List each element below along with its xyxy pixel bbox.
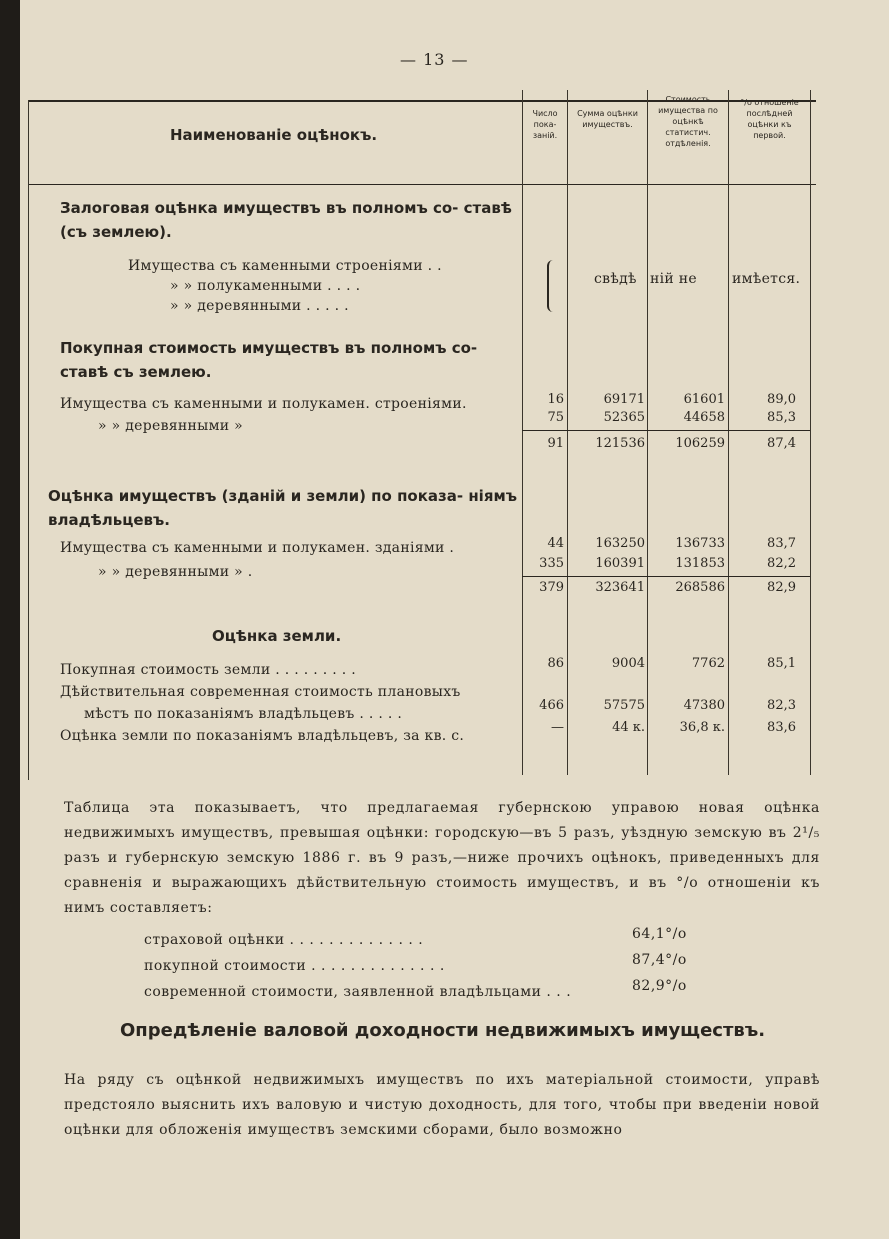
s3-total-rule — [522, 576, 810, 577]
pct-value: 87,4°/о — [632, 952, 687, 968]
header-stat: Стоимость имущества по оцѣнкѣ статистич. отдѣленія. — [658, 95, 718, 148]
s2-cell: 85,3 — [767, 410, 796, 425]
s4-cell: 9004 — [611, 656, 645, 671]
s4-cell: 57575 — [603, 698, 645, 713]
s3-row-2: » » деревянными » . — [98, 564, 253, 580]
pct-label: современной стоимости, заявленной владѣльцами . . . — [144, 984, 572, 1000]
s4-cell: 44 к. — [612, 720, 645, 735]
s2-row-2: » » деревянными » — [98, 418, 244, 434]
s1-note-2: ній не — [650, 271, 698, 287]
s1-note-3: имѣется. — [732, 271, 801, 287]
s4-cell: 47380 — [683, 698, 725, 713]
s3-cell: 160391 — [595, 556, 645, 571]
s2-cell: 89,0 — [767, 392, 796, 407]
s3-cell: 136733 — [675, 536, 725, 551]
col-divider-4 — [728, 90, 729, 775]
table-left-border — [28, 100, 29, 780]
s3-cell: 131853 — [675, 556, 725, 571]
section-2-title: Покупная стоимость имуществъ въ полномъ со- ставѣ съ землею. — [60, 339, 478, 381]
s3-row-1: Имущества съ каменными и полукамен. зданіями . — [60, 540, 455, 556]
s4-row-3: Оцѣнка земли по показаніямъ владѣльцевъ, за кв. с. — [60, 728, 465, 744]
paragraph-2: На ряду съ оцѣнкой недвижимыхъ имуществъ по ихъ матеріальной стоимости, управѣ предстояло выяснить ихъ валовую и чистую доходность, для того, чтобы при введеніи новой оцѣнки для обложенія имуществъ земскими сборами, было возможно — [64, 1072, 820, 1138]
s4-cell: 82,3 — [767, 698, 796, 713]
s1-row-1: Имущества съ каменными строеніями . . — [128, 258, 442, 274]
s1-note-1: свѣдѣ — [594, 271, 637, 287]
s4-row-1: Покупная стоимость земли . . . . . . . . . — [60, 662, 356, 678]
s2-row-1: Имущества съ каменными и полукамен. строеніями. — [60, 396, 467, 412]
s3-total: 82,9 — [767, 580, 796, 595]
s2-cell: 61601 — [683, 392, 725, 407]
s4-row-2b: мѣстъ по показаніямъ владѣльцевъ . . . . . — [84, 706, 403, 722]
paragraph-1: Таблица эта показываетъ, что предлагаемая губернскою управою новая оцѣнка недвижимыхъ имуществъ, превышая оцѣнки: городскую—въ 5 разъ, уѣздную земскую въ 2¹/₅ разъ и губернскую земскую 1886 г. въ 9 разъ,—ниже прочихъ оцѣнокъ, приведенныхъ для сравненія и выражающихъ дѣйствительную стоимость имуществъ, и въ °/о отношеніи къ нимъ составляетъ: — [64, 800, 820, 916]
col-divider-2 — [567, 90, 568, 775]
header-sum: Сумма оцѣнки имуществъ. — [577, 109, 638, 129]
s4-cell: 7762 — [691, 656, 725, 671]
book-page — [20, 0, 889, 1239]
s3-cell: 335 — [539, 556, 564, 571]
s2-cell: 44658 — [683, 410, 725, 425]
col-divider-3 — [647, 90, 648, 775]
s4-cell: 86 — [547, 656, 564, 671]
brace — [547, 260, 559, 312]
page-number: — 13 — — [400, 50, 469, 69]
s4-cell: 466 — [539, 698, 564, 713]
header-count: Число пока- заній. — [532, 109, 558, 140]
s3-cell: 83,7 — [767, 536, 796, 551]
s3-total: 379 — [539, 580, 564, 595]
section-4-title: Оцѣнка земли. — [212, 627, 342, 645]
s2-cell: 75 — [547, 410, 564, 425]
pct-value: 82,9°/о — [632, 978, 687, 994]
section-3-title: Оцѣнка имуществъ (зданій и земли) по показа- ніямъ владѣльцевъ. — [48, 487, 517, 529]
s3-cell: 44 — [547, 536, 564, 551]
s4-cell: 36,8 к. — [679, 720, 725, 735]
s2-total: 91 — [547, 436, 564, 451]
s4-row-2a: Дѣйствительная современная стоимость плановыхъ — [60, 684, 461, 700]
s4-cell: 85,1 — [767, 656, 796, 671]
s2-total: 106259 — [675, 436, 725, 451]
s2-cell: 16 — [547, 392, 564, 407]
pct-value: 64,1°/о — [632, 926, 687, 942]
s2-cell: 52365 — [603, 410, 645, 425]
s4-cell: 83,6 — [767, 720, 796, 735]
s3-total: 268586 — [675, 580, 725, 595]
pct-label: страховой оцѣнки . . . . . . . . . . . . . . — [144, 932, 424, 948]
table-header-rule — [28, 184, 816, 185]
s4-cell: — — [551, 720, 564, 735]
s3-total: 323641 — [595, 580, 645, 595]
s2-cell: 69171 — [603, 392, 645, 407]
header-name: Наименованіе оцѣнокъ. — [170, 126, 378, 144]
pct-label: покупной стоимости . . . . . . . . . . . . . . — [144, 958, 445, 974]
s2-total-rule — [522, 430, 810, 431]
section-1-title: Залоговая оцѣнка имуществъ въ полномъ со- ставѣ (съ землею). — [60, 199, 512, 241]
s1-row-2: » » полукаменными . . . . — [170, 278, 361, 294]
col-divider-1 — [522, 90, 523, 775]
s3-cell: 82,2 — [767, 556, 796, 571]
header-ratio: °/о отношеніе послѣдней оцѣнки къ первой. — [740, 98, 799, 140]
table-right-border — [810, 90, 811, 775]
s3-cell: 163250 — [595, 536, 645, 551]
s1-row-3: » » деревянными . . . . . — [170, 298, 349, 314]
s2-total: 121536 — [595, 436, 645, 451]
s2-total: 87,4 — [767, 436, 796, 451]
section-heading: Опредѣленіе валовой доходности недвижимыхъ имуществъ. — [120, 1020, 766, 1041]
